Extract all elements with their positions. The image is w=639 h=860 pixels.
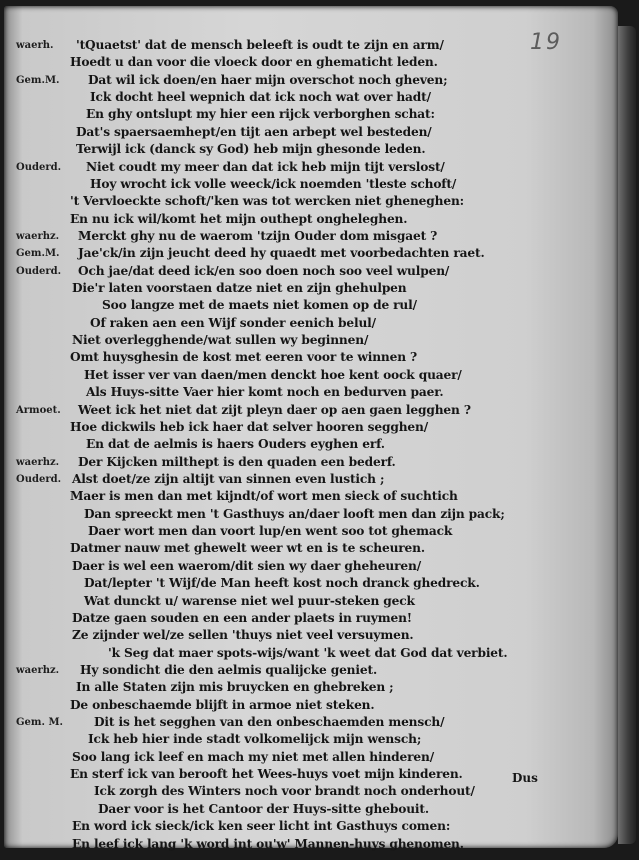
verse-text: 'tQuaetst' dat de mensch beleeft is oudt te zijn en arm/ <box>76 38 444 52</box>
verse-line <box>0 663 639 682</box>
speaker-label: Armoet. <box>16 404 61 416</box>
verse-text: En leef ick lang 'k word int ou'w' Mannen-huys ghenomen. <box>72 836 464 851</box>
verse-line <box>0 611 639 630</box>
verse-text: Dan spreeckt men 't Gasthuys an/daer looft men dan zijn pack; <box>84 506 505 521</box>
verse-line <box>0 646 639 665</box>
verse-text: Ick zorgh des Winters noch voor brandt noch onderhout/ <box>94 784 475 799</box>
verse-text: Och jae/dat deed ick/en soo doen noch soo veel wulpen/ <box>78 263 450 278</box>
speaker-label: Gem.M. <box>16 248 60 260</box>
verse-line <box>0 680 639 699</box>
speaker-label: Ouderd. <box>16 265 62 277</box>
verse-line <box>0 715 639 734</box>
verse-line <box>0 125 639 144</box>
verse-text: Het isser ver van daen/men denckt hoe kent oock quaer/ <box>84 367 462 382</box>
verse-text: Omt huysghesin de kost met eeren voor te winnen ? <box>70 350 418 365</box>
verse-text: In alle Staten zijn mis bruycken en ghebreken ; <box>76 680 394 695</box>
speaker-label: Ouderd. <box>16 161 62 173</box>
verse-text: Ick heb hier inde stadt volkomelijck mijn wensch; <box>88 732 422 747</box>
verse-line <box>0 350 639 369</box>
verse-text: Daer wort men dan voort lup/en went soo tot ghemack <box>88 524 453 539</box>
verse-text: En nu ick wil/komt het mijn outhept ongheleghen. <box>70 211 408 226</box>
speaker-label: waerhz. <box>16 230 60 242</box>
verse-text: Datze gaen souden en een ander plaets in ruymen! <box>72 610 412 625</box>
verse-line <box>0 142 639 161</box>
verse-text: Der Kijcken milthept is den quaden een bederf. <box>78 454 396 469</box>
verse-line <box>0 246 639 265</box>
verse-text: Alst doet/ze zijn altijt van sinnen even lustich ; <box>72 472 385 486</box>
verse-text: 'k Seg dat maer spots-wijs/want 'k weet dat God dat verbiet. <box>108 645 508 660</box>
verse-line <box>0 90 639 109</box>
verse-text: Maer is men dan met kijndt/of wort men sieck of suchtich <box>70 489 458 504</box>
verse-text: Wat dunckt u/ warense niet wel puur-steken geck <box>84 593 415 608</box>
verse-line <box>0 281 639 300</box>
verse-text: Daer is wel een waerom/dit sien wy daer gheheuren/ <box>72 558 422 573</box>
verse-line <box>0 160 639 179</box>
verse-line <box>0 541 639 560</box>
verse-text: En sterf ick van berooft het Wees-huys voet mijn kinderen. <box>70 767 463 782</box>
verse-line <box>0 403 639 422</box>
speaker-label: Gem.M. <box>16 74 60 86</box>
verse-line <box>0 212 639 231</box>
verse-text: Ze zijnder wel/ze sellen 'thuys niet veel versuymen. <box>72 628 414 643</box>
verse-text: Die'r laten voorstaen datze niet en zijn ghehulpen <box>72 281 407 296</box>
verse-text: De onbeschaemde blijft in armoe niet steken. <box>70 697 375 712</box>
verse-text: Hy sondicht die den aelmis qualijcke geniet. <box>80 662 378 677</box>
verse-line <box>0 489 639 508</box>
verse-line <box>0 750 639 769</box>
verse-text: En word ick sieck/ick ken seer licht int Gasthuys comen: <box>72 819 451 834</box>
verse-text: Hoe dickwils heb ick haer dat selver hooren segghen/ <box>70 419 429 434</box>
verse-line <box>0 437 639 456</box>
verse-line <box>0 229 639 248</box>
verse-text: Soo lang ick leef en mach my niet met allen hinderen/ <box>72 749 435 764</box>
verse-text: Daer voor is het Cantoor der Huys-sitte ghebouit. <box>98 801 429 816</box>
verse-text: Als Huys-sitte Vaer hier komt noch en bedurven paer. <box>86 385 444 400</box>
verse-line <box>0 177 639 196</box>
verse-text: Terwijl ick (danck sy God) heb mijn ghesonde leden. <box>76 142 426 157</box>
verse-text: Jae'ck/in zijn jeucht deed hy quaedt met voorbedachten raet. <box>78 246 485 261</box>
verse-text: Hoy wrocht ick volle weeck/ick noemden 'tleste schoft/ <box>90 176 457 191</box>
verse-text: Hoedt u dan voor die vloeck door en ghematicht leden. <box>70 55 438 70</box>
verse-text: Dit is het segghen van den onbeschaemden mensch/ <box>94 715 445 730</box>
speaker-label: waerhz. <box>16 456 60 468</box>
verse-line <box>0 507 639 526</box>
verse-line <box>0 333 639 352</box>
verse-line <box>0 455 639 474</box>
verse-line <box>0 559 639 578</box>
verse-text: Ick docht heel wepnich dat ick noch wat over hadt/ <box>90 90 431 105</box>
verse-line <box>0 594 639 613</box>
verse-line <box>0 38 639 57</box>
verse-line <box>0 767 639 786</box>
verse-line <box>0 194 639 213</box>
verse-text: Of raken aen een Wijf sonder eenich belul/ <box>90 315 376 330</box>
verse-line <box>0 107 639 126</box>
verse-line <box>0 298 639 317</box>
verse-text: Dat wil ick doen/en haer mijn overschot noch gheven; <box>88 72 448 87</box>
verse-line <box>0 55 639 74</box>
speaker-label: waerhz. <box>16 664 60 676</box>
verse-line <box>0 837 639 856</box>
verse-line <box>0 628 639 647</box>
verse-line <box>0 264 639 283</box>
speaker-label: Gem. M. <box>16 717 63 729</box>
catchword: Dus <box>512 771 538 785</box>
verse-line <box>0 73 639 92</box>
verse-text: Niet coudt my meer dan dat ick heb mijn tijt verslost/ <box>86 159 445 174</box>
verse-text: Datmer nauw met ghewelt weer wt en is te scheuren. <box>70 541 425 556</box>
speaker-label: Ouderd. <box>16 474 62 485</box>
verse-text: En ghy ontslupt my hier een rijck verborghen schat: <box>86 107 435 122</box>
verse-line <box>0 819 639 838</box>
verse-text: Weet ick het niet dat zijt pleyn daer op aen gaen legghen ? <box>78 402 471 417</box>
verse-line <box>0 802 639 821</box>
verse-line <box>0 732 639 751</box>
verse-text: Niet overlegghende/wat sullen wy beginnen/ <box>72 333 369 348</box>
speaker-label: waerh. <box>16 40 54 51</box>
verse-line <box>0 698 639 717</box>
verse-text: Dat/lepter 't Wijf/de Man heeft kost noch dranck ghedreck. <box>84 576 480 591</box>
verse-text: Soo langze met de maets niet komen op de rul/ <box>102 298 417 313</box>
folio-number: 19 <box>530 30 562 55</box>
verse-line <box>0 576 639 595</box>
verse-text: En dat de aelmis is haers Ouders eyghen erf. <box>86 437 385 452</box>
verse-line <box>0 784 639 803</box>
verse-line <box>0 420 639 439</box>
verse-text: Dat's spaersaemhept/en tijt aen arbept wel besteden/ <box>76 124 432 139</box>
verse-line <box>0 524 639 543</box>
verse-line <box>0 368 639 387</box>
verse-text: Merckt ghy nu de waerom 'tzijn Ouder dom misgaet ? <box>78 228 438 243</box>
verse-line <box>0 472 639 491</box>
verse-line <box>0 385 639 404</box>
verse-line <box>0 316 639 335</box>
verse-text: 't Vervloeckte schoft/'ken was tot wercken niet gheneghen: <box>70 194 465 209</box>
